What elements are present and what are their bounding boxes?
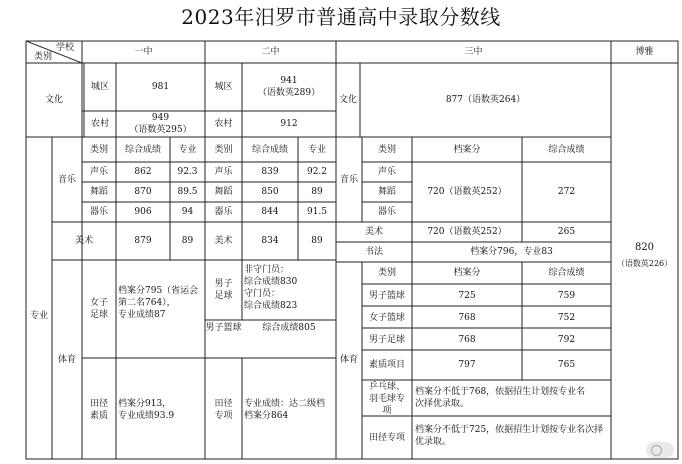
ez-basket-value: 综合成绩805: [262, 323, 316, 333]
sz-yinyue-dangan: 720（语数英252）: [427, 187, 507, 197]
sz-tiyu-row-cat: 女子篮球: [368, 313, 405, 323]
ez-chengqu-label: 城区: [214, 82, 233, 92]
sz-header-cat: 类别: [377, 145, 396, 155]
yinyue-row-cat2: 器乐: [214, 207, 233, 217]
sz-shufa-label: 书法: [364, 247, 383, 257]
yinyue-row-ez-zonghe: 839: [261, 167, 279, 177]
yinyue-row-yz-zonghe: 870: [134, 187, 152, 197]
header-erzhong: 二中: [261, 47, 280, 57]
boya-note: （语数英226）: [616, 259, 673, 268]
yz-football-label: 女子 足球: [89, 298, 108, 320]
yz-chengqu-value: 981: [151, 82, 170, 92]
watermark-logo-icon: [646, 442, 674, 458]
header-boya: 博雅: [635, 47, 654, 57]
sz-yinyue-cat: 声乐: [377, 167, 396, 177]
ez-tianjing-value: 专业成绩：达二级档 档案分864: [244, 399, 326, 421]
meishu-label-2: 美术: [214, 236, 233, 246]
sz-tiyu-row-cat: 男子篮球: [368, 291, 405, 301]
sz-tiyu-row-dangan: 725: [458, 291, 476, 301]
sz-meishu-dangan: 720（语数英252）: [427, 227, 507, 237]
sz-yinyue-cat: 舞蹈: [377, 187, 396, 197]
sz-tiyu-row-dangan: 797: [458, 360, 476, 370]
tiyu-label: 体育: [57, 355, 76, 365]
ez-col-zhuanye: 专业: [307, 145, 326, 155]
ez-chengqu-value: 941 （语数英289）: [257, 76, 321, 98]
meishu-ez-zhuanye: 89: [311, 236, 323, 246]
yz-col-zhuanye: 专业: [178, 145, 197, 155]
yinyue-row-cat2: 舞蹈: [214, 187, 233, 197]
yz-nongcun-value: 949 （语数英295）: [129, 113, 192, 135]
ez-nongcun-value: 912: [280, 119, 298, 129]
header-yizhong: 一中: [134, 47, 153, 57]
corner-category-label: 类别: [33, 52, 52, 62]
sz-shufa-value: 档案分796，专业83: [470, 247, 553, 257]
sz-tiyu-row-zonghe: 759: [557, 291, 576, 301]
sz-tiyu-header-cat: 类别: [377, 268, 396, 278]
yinyue-row-cat: 声乐: [89, 167, 108, 177]
yinyue-row-ez-zonghe: 850: [261, 187, 279, 197]
meishu-yz-zonghe: 879: [134, 236, 152, 246]
ez-football-value: 非守门员： 综合成绩830 守门员： 综合成绩823: [244, 265, 298, 311]
yz-col-cat: 类别: [89, 145, 108, 155]
sz-tiyu-header-dangan: 档案分: [453, 268, 481, 278]
sz-meishu-zonghe: 265: [557, 227, 576, 237]
yinyue-row-yz-zonghe: 906: [134, 207, 152, 217]
yz-tianjing-value: 档案分913， 专业成绩93.9: [118, 399, 175, 421]
yinyue-row-cat2: 声乐: [214, 167, 233, 177]
yinyue-row-yz-zhuanye: 94: [181, 207, 194, 217]
sz-meishu-label: 美术: [364, 227, 383, 237]
yz-col-zonghe: 综合成绩: [124, 145, 161, 155]
corner-school-label: 学校: [55, 43, 74, 53]
sz-header-zonghe: 综合成绩: [548, 145, 585, 155]
yinyue-row-yz-zhuanye: 92.3: [177, 167, 198, 177]
header-sanzhong: 三中: [464, 47, 483, 57]
meishu-label: 美术: [74, 236, 93, 246]
sz-yinyue-zonghe: 272: [557, 187, 576, 197]
meishu-yz-zhuanye: 89: [181, 236, 194, 246]
meishu-ez-zonghe: 834: [261, 236, 279, 246]
sz-tiyu-row-cat: 男子足球: [368, 335, 405, 345]
sz-tiyu-header-zonghe: 综合成绩: [548, 268, 585, 278]
wenhua-label: 文化: [44, 95, 63, 105]
ez-col-cat: 类别: [214, 145, 233, 155]
yz-football-value: 档案分795（省运会 第二名764）， 专业成绩87: [118, 286, 199, 320]
yz-chengqu-label: 城区: [90, 82, 109, 92]
sz-wenhua-label: 文化: [338, 95, 357, 105]
ez-nongcun-label: 农村: [214, 119, 233, 129]
yinyue-row-yz-zhuanye: 89.5: [177, 187, 198, 197]
sz-tiyu-row-zonghe: 792: [557, 335, 576, 345]
yz-nongcun-label: 农村: [90, 119, 109, 129]
boya-value: 820: [634, 242, 655, 253]
sz-tiyu-row-dangan: 768: [458, 313, 476, 323]
yinyue-row-ez-zonghe: 844: [261, 207, 279, 217]
sz-yinyue-cat: 器乐: [377, 207, 396, 217]
yinyue-label: 音乐: [57, 175, 76, 185]
sz-tiyu-row-dangan: 768: [458, 335, 476, 345]
yinyue-row-ez-zhuanye: 91.5: [306, 207, 328, 217]
sz-wenhua-value: 877（语数英264）: [445, 95, 526, 105]
sz-pingpang-value: 档案分不低于768，依据招生计划按专业名 次择优录取。: [415, 387, 586, 409]
yinyue-row-cat: 器乐: [89, 207, 108, 217]
sz-tiyu-row-zonghe: 765: [557, 360, 576, 370]
sz-tianjing-value: 档案分不低于725，依据招生计划按专业名次择 优录取。: [415, 425, 604, 447]
ez-col-zonghe: 综合成绩: [251, 145, 288, 155]
zhuanye-label: 专业: [29, 311, 48, 321]
ez-football-label: 男子 足球: [214, 279, 233, 301]
ez-tianjing-label: 田径 专项: [214, 399, 233, 421]
sz-tiyu-label: 体育: [339, 355, 358, 365]
yinyue-row-ez-zhuanye: 89: [311, 187, 323, 197]
ez-basket-label: 男子篮球: [205, 323, 242, 333]
sz-header-dangan: 档案分: [453, 145, 481, 155]
page-title: 2023年汨罗市普通高中录取分数线: [181, 5, 501, 29]
yinyue-row-ez-zhuanye: 92.2: [306, 167, 328, 177]
yinyue-row-cat: 舞蹈: [89, 187, 108, 197]
sz-tianjing-label: 田径专项: [368, 433, 405, 443]
yinyue-row-yz-zonghe: 862: [134, 167, 152, 177]
sz-pingpang-label: 乒乓球、 羽毛球专 项: [368, 382, 405, 416]
sz-tiyu-row-zonghe: 752: [557, 313, 576, 323]
sz-tiyu-row-cat: 素质项目: [368, 360, 405, 370]
sz-yinyue-label: 音乐: [339, 175, 358, 185]
yz-tianjing-label: 田径 素质: [89, 399, 108, 421]
